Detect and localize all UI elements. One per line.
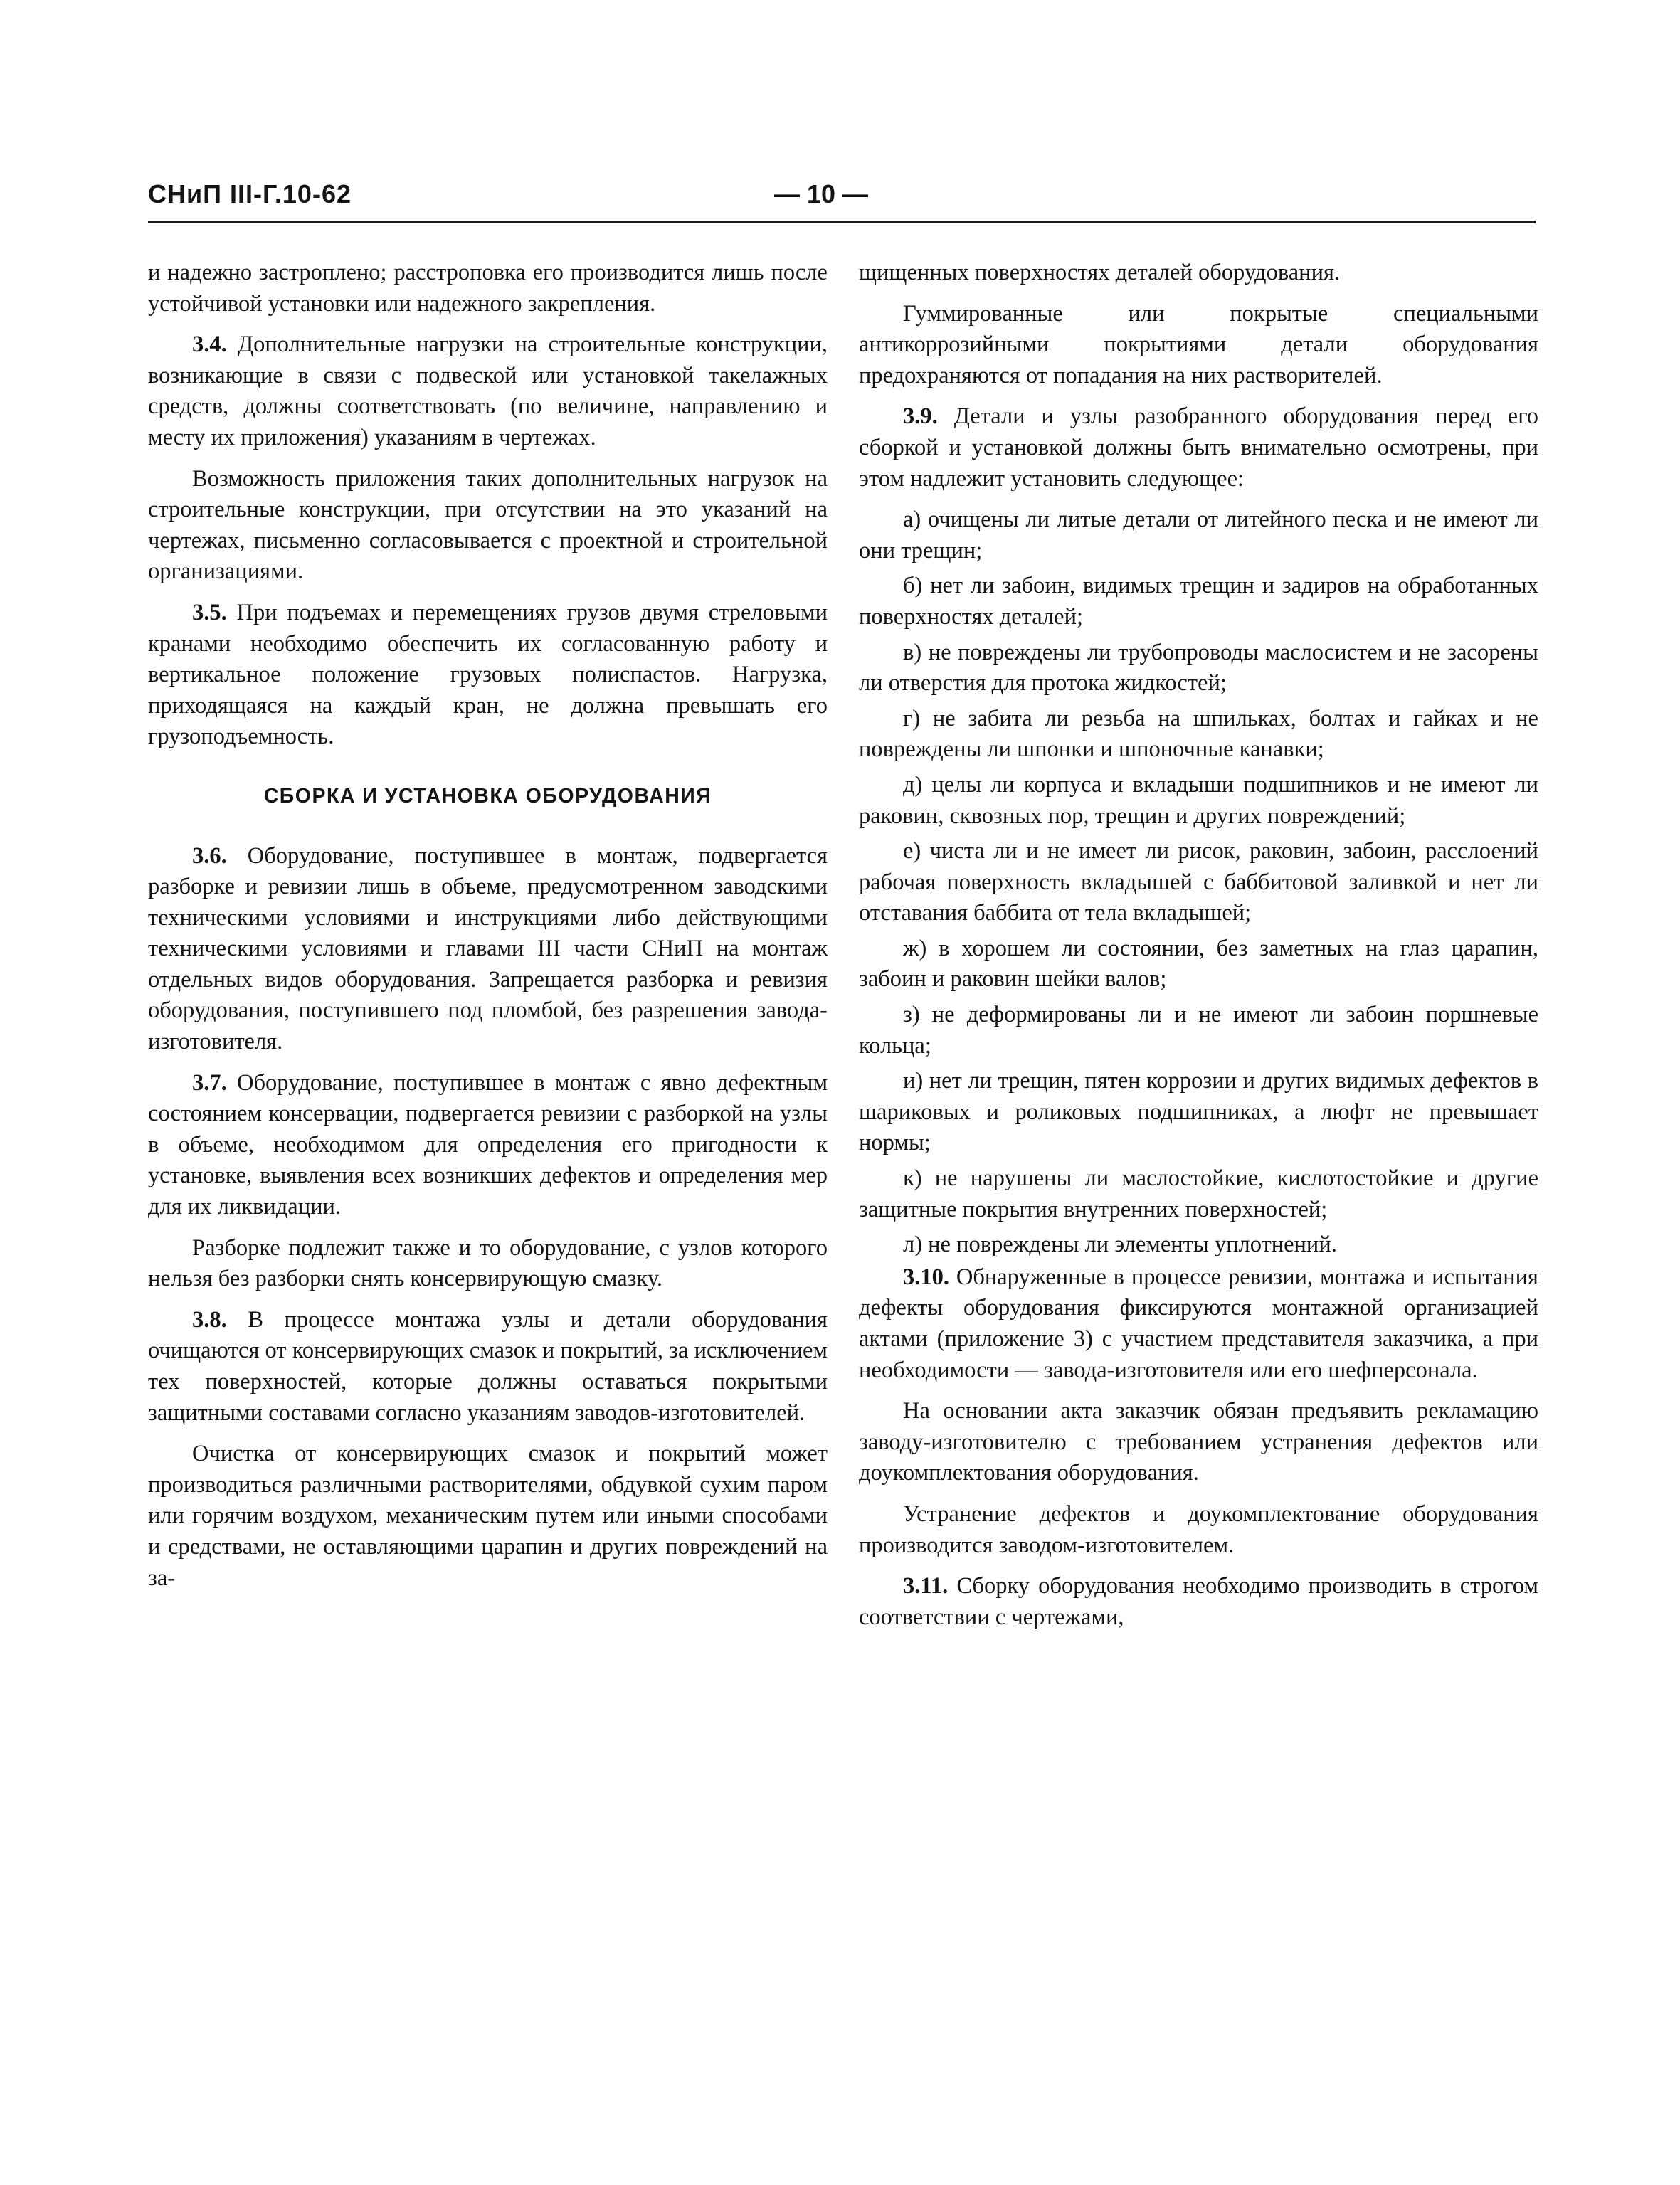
clause-number: 3.6. bbox=[192, 842, 227, 869]
clause-3-7 bbox=[148, 1068, 828, 1223]
clause-number: 3.8. bbox=[192, 1306, 227, 1333]
list-item: и) нет ли трещин, пятен коррозии и других видимых дефектов в шариковых и роликовых подшипниках, а люфт не превышает нормы; bbox=[859, 1068, 1538, 1156]
list-item: г) не забита ли резьба на шпильках, болтах и гайках и не повреждены ли шпонки и шпоночные канавки; bbox=[859, 705, 1538, 763]
page-number: — 10 — bbox=[774, 179, 869, 208]
clause-text: При подъемах и перемещениях грузов двумя стреловыми кранами необходимо обеспечить их согласованную работу и вертикальное положение грузовых полиспастов. Нагрузка, приходящаяся на каждый кран, не должна превышать его грузоподъемность. bbox=[148, 599, 828, 750]
paragraph: На основании акта заказчик обязан предъявить рекламацию заводу-изготовителю с требованием устранения дефектов или доукомплектования оборудования. bbox=[859, 1398, 1538, 1486]
clause-number: 3.9. bbox=[903, 403, 938, 430]
paragraph-continued: щищенных поверхностях деталей оборудования. bbox=[859, 260, 1341, 285]
paragraph: Разборке подлежит также и то оборудование, с узлов которого нельзя без разборки снять консервирующую смазку. bbox=[148, 1234, 828, 1292]
paragraph: Возможность приложения таких дополнительных нагрузок на строительные конструкции, при отсутствии на это указаний на чертежах, письменно согласовывается с проектной и строительной организациями. bbox=[148, 465, 828, 585]
clause-3-6 bbox=[148, 841, 828, 1058]
clause-3-4 bbox=[148, 329, 828, 453]
section-heading: СБОРКА И УСТАНОВКА ОБОРУДОВАНИЯ bbox=[263, 784, 712, 808]
clause-text: Оборудование, поступившее в монтаж, подвергается разборке и ревизии лишь в объеме, предусмотренном заводскими техническими условиями и инструкциями либо действующими техническими условиями и главами III части СНиП на монтаж отдельных видов оборудования. Запрещается разборка и ревизия оборудования, поступившего под пломбой, без разрешения завода-изготовителя. bbox=[148, 842, 828, 1055]
paragraph: Очистка от консервирующих смазок и покрытий может производиться различными растворителями, обдувкой сухим паром или горячим воздухом, механическим путем или иными способами и средствами, не оставляющими царапин и других повреждений на за- bbox=[148, 1441, 828, 1591]
clause-text: Детали и узлы разобранного оборудования перед его сборкой и установкой должны быть внимательно осмотрены, при этом надлежит установить следующее: bbox=[859, 403, 1538, 492]
clause-number: 3.4. bbox=[192, 332, 227, 358]
clause-3-5 bbox=[148, 598, 828, 753]
header-divider bbox=[148, 221, 1536, 223]
clause-text: Дополнительные нагрузки на строительные конструкции, возникающие в связи с подвеской или установкой такелажных средств, должны соответствовать (по величине, направлению и месту их приложения) указаниям в чертежах. bbox=[148, 332, 828, 450]
list-item: л) не повреждены ли элементы уплотнений. bbox=[903, 1232, 1337, 1258]
paragraph-continued: и надежно застроплено; расстроповка его производится лишь после устойчивой установки или надежного закрепления. bbox=[148, 260, 828, 317]
list-item: б) нет ли забоин, видимых трещин и задиров на обработанных поверхностях деталей; bbox=[859, 573, 1538, 630]
document-code: СНиП III-Г.10-62 bbox=[148, 179, 352, 208]
list-item: к) не нарушены ли маслостойкие, кислотостойкие и другие защитные покрытия внутренних поверхностей; bbox=[859, 1165, 1538, 1222]
list-item: д) целы ли корпуса и вкладыши подшипников и не имеют ли раковин, сквозных пор, трещин и других повреждений; bbox=[859, 771, 1538, 829]
left-column bbox=[148, 258, 828, 1604]
clause-3-10 bbox=[859, 1262, 1538, 1386]
paragraph: Устранение дефектов и доукомплектование оборудования производится заводом-изготовителем. bbox=[859, 1501, 1538, 1558]
clause-text: В процессе монтажа узлы и детали оборудования очищаются от консервирующих смазок и покрытий, за исключением тех поверхностей, которые должны оставаться покрытыми защитными составами согласно указаниям заводов-изготовителей. bbox=[148, 1306, 828, 1426]
list-item: з) не деформированы ли и не имеют ли забоин поршневые кольца; bbox=[859, 1002, 1538, 1059]
list-item: е) чиста ли и не имеет ли рисок, раковин, забоин, расслоений рабочая поверхность вкладышей с баббитовой заливкой и нет ли отставания баббита от тела вкладышей; bbox=[859, 838, 1538, 926]
clause-number: 3.5. bbox=[192, 599, 227, 625]
right-column bbox=[859, 258, 1538, 1643]
list-item: ж) в хорошем ли состоянии, без заметных на глаз царапин, забоин и раковин шейки валов; bbox=[859, 935, 1538, 993]
page-header bbox=[148, 179, 1536, 222]
paragraph: Гуммированные или покрытые специальными антикоррозийными покрытиями детали оборудования предохраняются от попадания на них растворителей. bbox=[859, 300, 1538, 388]
clause-text: Обнаруженные в процессе ревизии, монтажа и испытания дефекты оборудования фиксируются монтажной организацией актами (приложение 3) с участием представителя заказчика, а при необходимости — завода-изготовителя или его шефперсонала. bbox=[859, 1264, 1538, 1383]
clause-text: Сборку оборудования необходимо производить в строгом соответствии с чертежами, bbox=[859, 1573, 1538, 1630]
list-item: в) не повреждены ли трубопроводы маслосистем и не засорены ли отверстия для протока жидкостей; bbox=[859, 639, 1538, 697]
clause-number: 3.10. bbox=[903, 1264, 949, 1290]
clause-number: 3.11. bbox=[903, 1573, 949, 1599]
clause-number: 3.7. bbox=[192, 1069, 227, 1096]
list-item: а) очищены ли литые детали от литейного песка и не имеют ли они трещин; bbox=[859, 507, 1538, 564]
clause-3-11 bbox=[859, 1571, 1538, 1633]
clause-3-8 bbox=[148, 1305, 828, 1429]
clause-3-9 bbox=[859, 401, 1538, 494]
clause-text: Оборудование, поступившее в монтаж с явно дефектным состоянием консервации, подвергается ревизии с разборкой на узлы в объеме, необходимом для определения его пригодности к установке, выявления всех возникших дефектов и определения мер для их ликвидации. bbox=[148, 1069, 828, 1220]
